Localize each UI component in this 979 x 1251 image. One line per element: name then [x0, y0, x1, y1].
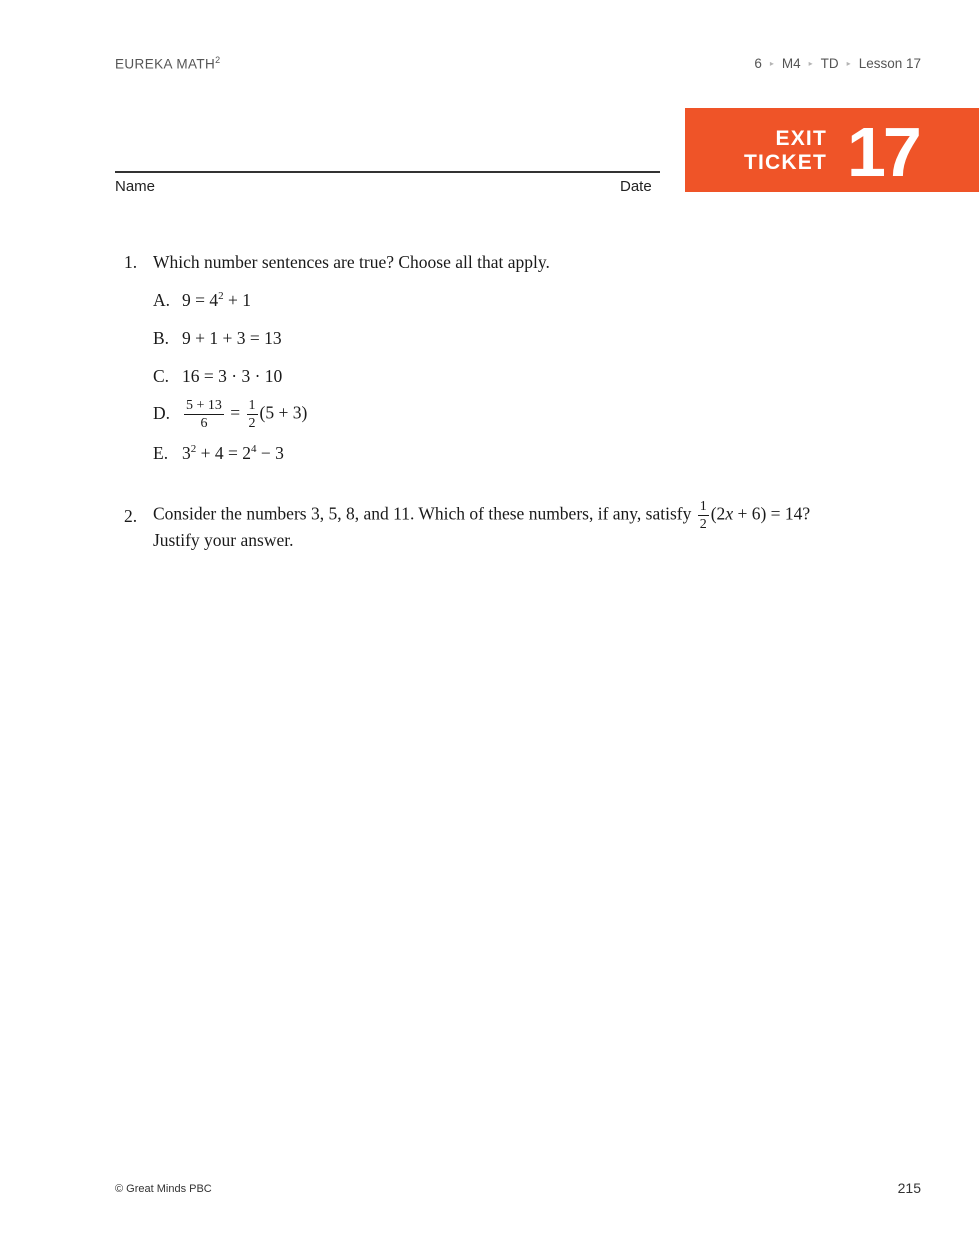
brand-text: EUREKA MATH — [115, 56, 216, 72]
option-e[interactable] — [153, 441, 284, 465]
question-1-text: Which number sentences are true? Choose all that apply. — [153, 252, 550, 272]
exit-ticket-label — [744, 127, 827, 175]
option-b[interactable] — [153, 326, 282, 350]
option-e-exponent-1: 2 — [190, 443, 197, 455]
brand-superscript: 2 — [215, 55, 221, 65]
question-2-fraction — [698, 498, 709, 533]
option-c-letter: C. — [153, 366, 170, 386]
breadcrumb — [754, 56, 921, 71]
option-d-equals: = — [225, 402, 245, 423]
breadcrumb-grade: 6 — [754, 56, 762, 71]
option-a-exponent: 2 — [218, 290, 224, 302]
brand-title — [115, 55, 221, 72]
copyright-notice: © Great Minds PBC — [115, 1183, 212, 1195]
exit-ticket-line2: TICKET — [743, 151, 827, 174]
option-e-exponent-2: 4 — [251, 443, 257, 455]
option-b-letter: B. — [153, 328, 170, 348]
option-d-letter: D. — [153, 402, 171, 423]
fraction-numerator: 1 — [248, 398, 256, 413]
name-label: Name — [115, 178, 156, 195]
exit-ticket-banner — [685, 108, 979, 192]
breadcrumb-lesson: Lesson 17 — [858, 56, 921, 71]
exit-ticket-number: 17 — [847, 113, 919, 191]
option-c[interactable] — [153, 364, 282, 388]
question-2-expression: (2 — [710, 503, 726, 524]
breadcrumb-separator-icon: ▸ — [769, 59, 774, 68]
option-d-fraction-1 — [184, 397, 224, 432]
breadcrumb-module: M4 — [781, 56, 801, 71]
breadcrumb-topic: TD — [820, 56, 839, 71]
question-2-number: 2. — [124, 506, 138, 526]
option-d-fraction-2 — [247, 397, 258, 432]
exit-ticket-line1: EXIT — [775, 127, 827, 150]
breadcrumb-separator-icon: ▸ — [808, 59, 813, 68]
question-2-line-2: Justify your answer. — [153, 530, 294, 550]
option-a-text: 9 = 4 — [182, 290, 219, 310]
breadcrumb-separator-icon: ▸ — [846, 59, 851, 68]
fraction-numerator: 1 — [699, 499, 707, 514]
option-e-text: 3 — [182, 443, 191, 463]
question-2-variable: x — [725, 503, 734, 524]
date-label: Date — [620, 178, 652, 195]
question-1-number: 1. — [124, 252, 138, 272]
option-e-text-mid: + 4 = 2 — [196, 443, 251, 463]
option-b-text: 9 + 1 + 3 = 13 — [182, 328, 282, 348]
fraction-denominator: 6 — [200, 416, 208, 431]
question-2-expression-end: + 6) = 14? — [733, 503, 811, 524]
fraction-denominator: 2 — [248, 416, 256, 431]
option-c-text: 16 = 3 · 3 · 10 — [182, 366, 283, 386]
option-e-text-end: − 3 — [256, 443, 284, 463]
fraction-denominator: 2 — [699, 517, 707, 532]
option-d-tail: (5 + 3) — [259, 402, 308, 423]
name-date-line[interactable] — [115, 171, 660, 173]
fraction-numerator: 5 + 13 — [186, 398, 222, 413]
option-a-letter: A. — [153, 290, 171, 310]
question-2-text: Consider the numbers 3, 5, 8, and 11. Which of these numbers, if any, satisfy — [153, 503, 696, 524]
option-a[interactable] — [153, 288, 251, 312]
option-a-text-end: + 1 — [223, 290, 251, 310]
option-e-letter: E. — [153, 443, 169, 463]
option-d[interactable] — [153, 397, 307, 432]
page-number: 215 — [897, 1180, 921, 1196]
